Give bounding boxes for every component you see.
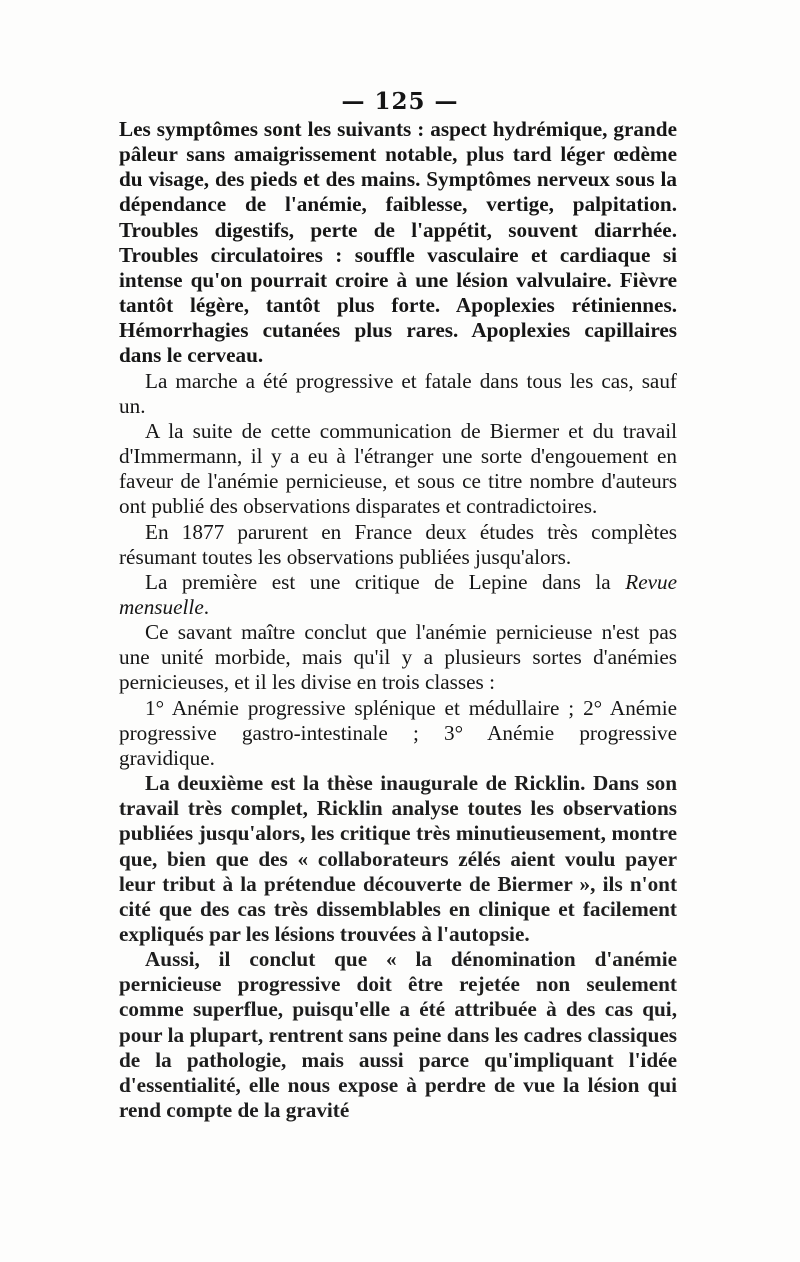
lepine-text-after: . — [203, 594, 210, 619]
body-text — [119, 117, 677, 1123]
paragraph-symptoms: Les symptômes sont les suivants : aspect hydrémique, grande pâleur sans amaigrissement notable, plus tard léger œdème du visage, des pieds et des mains. Symptômes nerveux sous la dépendance de l'anémie, faiblesse, vertige, palpitation. Troubles digestifs, perte de l'appétit, souvent diarrhée. Troubles circulatoires : souffle vasculaire et cardiaque si intense qu'on pourrait croire à une lésion valvulaire. Fièvre tantôt légère, tantôt plus forte. Apoplexies rétiniennes. Hémorrhagies cutanées plus rares. Apoplexies capillaires dans le cerveau. — [119, 117, 677, 368]
paragraph-1877: En 1877 parurent en France deux études très complètes résumant toutes les observations publiées jusqu'alors. — [119, 519, 677, 569]
paragraph-lepine — [119, 570, 677, 620]
paragraph-classes: 1° Anémie progressive splénique et médullaire ; 2° Anémie progressive gastro-intestinale ; 3° Anémie progressive gravidique. — [119, 695, 677, 770]
paragraph-biermer: A la suite de cette communication de Biermer et du travail d'Immermann, il y a eu à l'étranger une sorte d'engouement en faveur de l'anémie pernicieuse, et sous ce titre nombre d'auteurs ont publié des observations disparates et contradictoires. — [119, 418, 677, 519]
page-number: — 125 — — [341, 88, 459, 115]
paragraph-progression: La marche a été progressive et fatale dans tous les cas, sauf un. — [119, 368, 677, 418]
journal-title: Revue mensuelle — [119, 569, 677, 619]
lepine-text-before: La première est une critique de Lepine dans la — [145, 569, 626, 594]
paragraph-ricklin: La deuxième est la thèse inaugurale de Ricklin. Dans son travail très complet, Ricklin analyse toutes les observations publiées jusqu'alors, les critique très minutieusement, montre que, bien que des « collaborateurs zélés aient voulu payer leur tribut à la prétendue découverte de Biermer », ils n'ont cité que des cas très dissemblables en clinique et facilement expliqués par les lésions trouvées à l'autopsie. — [119, 771, 677, 946]
paragraph-conclusion-lepine: Ce savant maître conclut que l'anémie pernicieuse n'est pas une unité morbide, mais qu'il y a plusieurs sortes d'anémies pernicieuses, et il les divise en trois classes : — [119, 620, 677, 695]
paragraph-ricklin-conclusion: Aussi, il conclut que « la dénomination d'anémie pernicieuse progressive doit être rejetée non seulement comme superflue, puisqu'elle a été attribuée à des cas qui, pour la plupart, rentrent sans peine dans les cadres classiques de la pathologie, mais aussi parce qu'impliquant l'idée d'essentialité, elle nous expose à perdre de vue la lésion qui rend compte de la gravité — [119, 947, 677, 1123]
